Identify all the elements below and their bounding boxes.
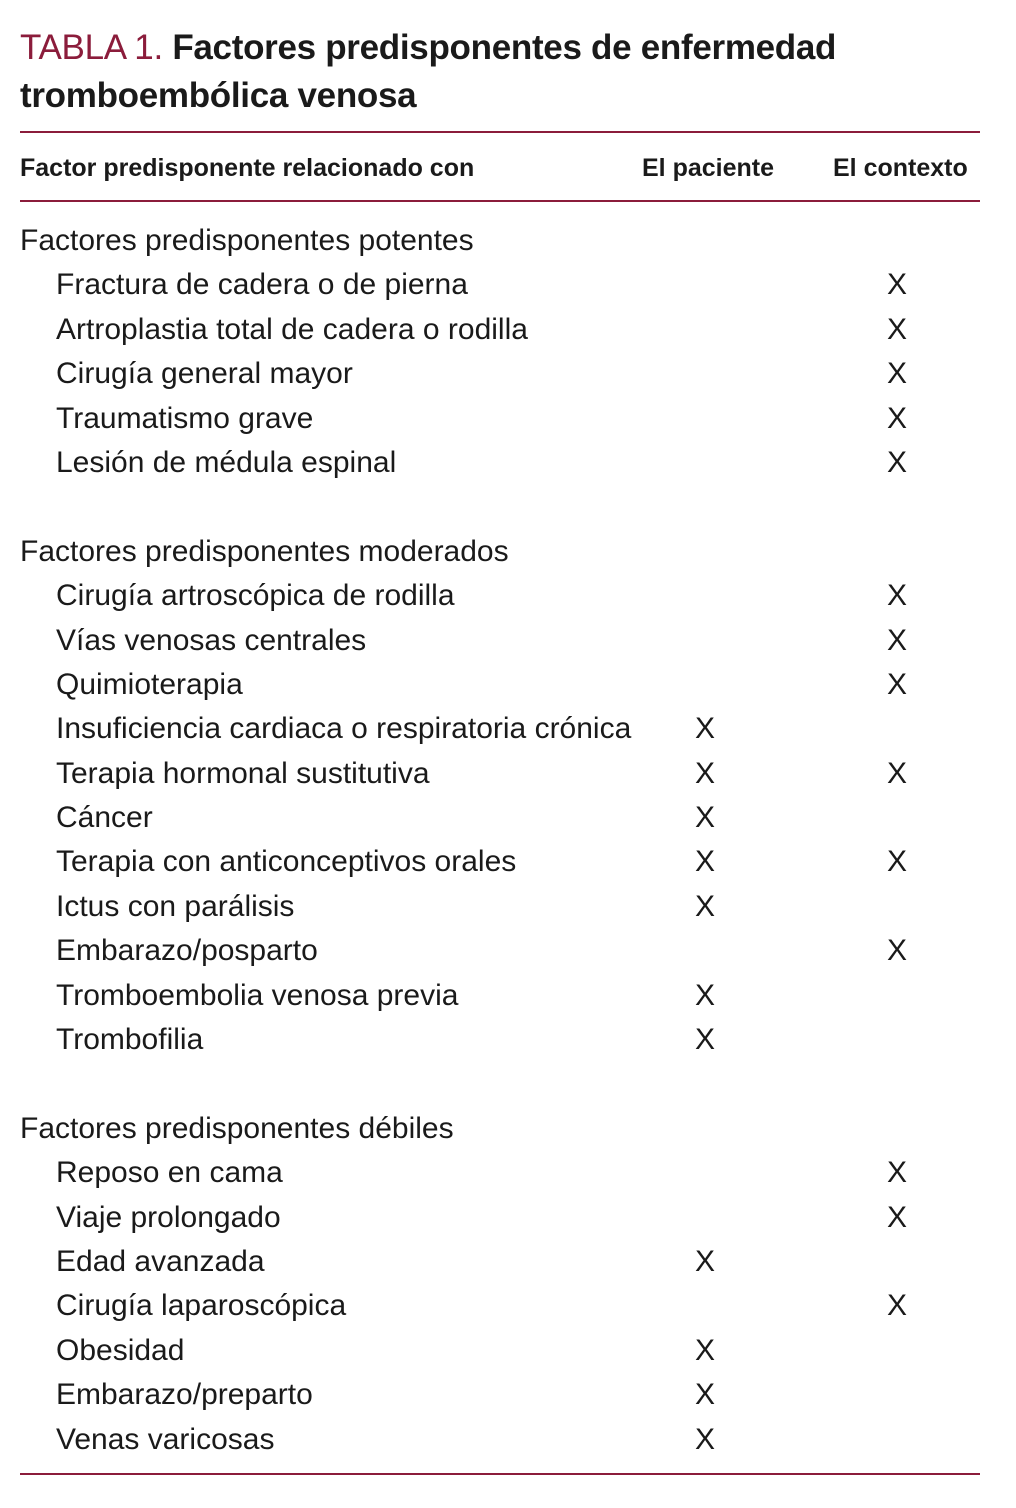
table-row — [20, 707, 980, 751]
contexto-mark: X — [886, 667, 907, 701]
paciente-mark: X — [694, 845, 715, 879]
table-row — [20, 1018, 980, 1062]
factor-cell: Insuficiencia cardiaca o respiratoria crónica — [56, 712, 632, 746]
contexto-mark: X — [886, 312, 907, 346]
table-row — [20, 1196, 980, 1240]
contexto-mark: X — [886, 756, 907, 790]
table-row — [20, 663, 980, 707]
group-title-text: Factores predisponentes potentes — [20, 224, 474, 257]
top-divider — [20, 131, 980, 133]
table-row — [20, 619, 980, 663]
contexto-mark: X — [886, 268, 907, 302]
table-row — [20, 796, 980, 840]
table-row — [20, 441, 980, 485]
contexto-mark: X — [886, 445, 907, 479]
factor-cell: Terapia hormonal sustitutiva — [56, 756, 430, 790]
group-title-text: Factores predisponentes moderados — [20, 534, 509, 568]
paciente-mark: X — [694, 889, 715, 923]
factor-cell: Embarazo/preparto — [56, 1378, 313, 1412]
table-title-line1: Factores predisponentes de enfermedad — [172, 28, 837, 67]
table-row — [20, 1284, 980, 1328]
group-spacer — [20, 1062, 980, 1106]
paciente-mark: X — [694, 801, 715, 835]
contexto-mark: X — [886, 1200, 907, 1234]
header-paciente: El paciente — [642, 154, 774, 182]
group-spacer — [20, 485, 980, 529]
factor-cell: Quimioterapia — [56, 667, 243, 701]
paciente-mark: X — [694, 1378, 715, 1412]
table-row — [20, 397, 980, 441]
factor-cell: Cáncer — [56, 801, 153, 835]
table-row — [20, 308, 980, 352]
factor-cell: Obesidad — [56, 1333, 185, 1367]
paciente-mark: X — [694, 1023, 715, 1057]
table-header — [20, 148, 980, 188]
table-title-line2: tromboembólica venosa — [20, 76, 417, 115]
contexto-mark: X — [886, 357, 907, 391]
contexto-mark: X — [886, 934, 907, 968]
factor-cell: Vías venosas centrales — [56, 623, 367, 657]
table-row — [20, 574, 980, 618]
contexto-mark: X — [886, 579, 907, 613]
paciente-mark: X — [694, 1244, 715, 1278]
table-title — [20, 24, 980, 120]
factor-cell: Cirugía laparoscópica — [56, 1289, 347, 1323]
factor-cell: Cirugía artroscópica de rodilla — [56, 579, 455, 613]
factor-cell: Tromboembolia venosa previa — [56, 978, 459, 1012]
table-body — [20, 219, 980, 1462]
table-row — [20, 1240, 980, 1284]
bottom-divider — [20, 1473, 980, 1475]
contexto-mark: X — [886, 401, 907, 435]
table-row — [20, 263, 980, 307]
header-contexto: El contexto — [833, 154, 968, 182]
factor-cell: Lesión de médula espinal — [56, 445, 397, 479]
factor-cell: Cirugía general mayor — [56, 357, 353, 391]
contexto-mark: X — [886, 623, 907, 657]
factor-cell: Edad avanzada — [56, 1244, 265, 1278]
contexto-mark: X — [886, 845, 907, 879]
table-row — [20, 352, 980, 396]
contexto-mark: X — [886, 1156, 907, 1190]
factor-cell: Terapia con anticonceptivos orales — [56, 845, 517, 879]
paciente-mark: X — [694, 1333, 715, 1367]
factor-cell: Artroplastia total de cadera o rodilla — [56, 312, 528, 346]
table-row — [20, 974, 980, 1018]
group-title — [20, 530, 980, 574]
factor-cell: Embarazo/posparto — [56, 934, 318, 968]
group-title — [20, 1107, 980, 1151]
factor-cell: Venas varicosas — [56, 1422, 275, 1456]
table-row — [20, 752, 980, 796]
paciente-mark: X — [694, 978, 715, 1012]
group-title — [20, 219, 980, 263]
table-row — [20, 1329, 980, 1373]
paciente-mark: X — [694, 712, 715, 746]
table-row — [20, 1418, 980, 1462]
factor-cell: Viaje prolongado — [56, 1200, 281, 1234]
table-label: TABLA 1. — [20, 28, 163, 67]
table-row — [20, 1373, 980, 1417]
table-row — [20, 929, 980, 973]
factor-cell: Reposo en cama — [56, 1156, 283, 1190]
contexto-mark: X — [886, 1289, 907, 1323]
paciente-mark: X — [694, 1422, 715, 1456]
paciente-mark: X — [694, 756, 715, 790]
factor-cell: Trombofilia — [56, 1023, 204, 1057]
table-row — [20, 885, 980, 929]
factor-cell: Ictus con parálisis — [56, 889, 295, 923]
table-row — [20, 840, 980, 884]
header-factor: Factor predisponente relacionado con — [20, 154, 475, 182]
header-divider — [20, 200, 980, 202]
table-row — [20, 1151, 980, 1195]
factor-cell: Fractura de cadera o de pierna — [56, 268, 468, 302]
factor-cell: Traumatismo grave — [56, 401, 314, 435]
group-title-text: Factores predisponentes débiles — [20, 1111, 454, 1145]
